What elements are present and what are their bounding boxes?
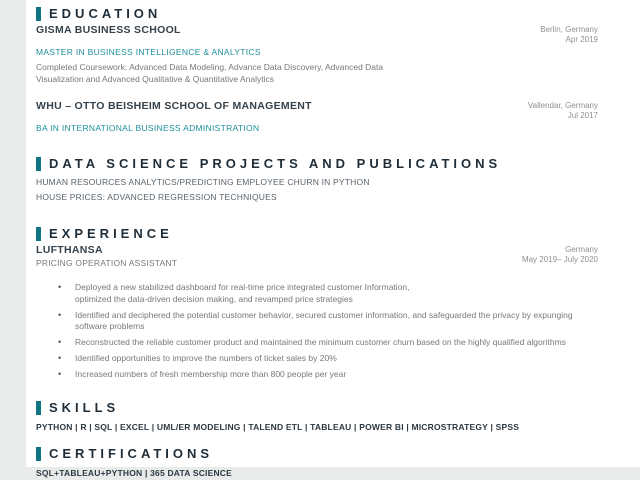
section-title-certifications: CERTIFICATIONS: [49, 445, 214, 461]
education-entry-2: [36, 101, 598, 133]
job-title: PRICING OPERATION ASSISTANT: [36, 258, 178, 268]
section-accent-bar: [36, 227, 41, 241]
experience-entry-1-header: [36, 245, 598, 268]
experience-bullet: • Identified opportunities to improve the numbers of ticket sales by 20%: [58, 353, 590, 365]
project-item: HOUSE PRICES: ADVANCED REGRESSION TECHNIQUES: [36, 191, 277, 202]
skills-line: PYTHON | R | SQL | EXCEL | UML/ER MODELING | TALEND ETL | TABLEAU | POWER BI | MICROSTRATEGY | SPSS: [36, 421, 520, 432]
entry-location: Vallendar, Germany: [527, 101, 598, 110]
education-entry-1-meta: [530, 25, 598, 44]
degree-name: MASTER IN BUSINESS INTELLIGENCE & ANALYTICS: [36, 47, 261, 57]
entry-date: Apr 2019: [565, 34, 598, 44]
school-name: WHU – OTTO BEISHEIM SCHOOL OF MANAGEMENT: [36, 100, 312, 112]
experience-bullet-list: [58, 282, 590, 381]
coursework-details: Completed Coursework: Advanced Data Modeling, Advance Data Discovery, Advanced Data Visualization and Advanced Qualitative & Quantitative Analytics: [36, 62, 384, 84]
certifications-line: SQL+TABLEAU+PYTHON | 365 DATA SCIENCE: [36, 467, 233, 478]
experience-entry-1-left: [36, 245, 177, 268]
school-name: GISMA BUSINESS SCHOOL: [36, 24, 181, 36]
education-entry-1: [36, 25, 598, 85]
entry-location: Berlin, Germany: [540, 25, 598, 34]
section-heading-experience: [36, 227, 598, 241]
entry-date: May 2019– July 2020: [521, 254, 598, 264]
section-heading-skills: [36, 401, 598, 415]
entry-location: Germany: [565, 245, 598, 254]
education-entry-2-meta: [518, 101, 598, 120]
section-accent-bar: [36, 401, 41, 415]
experience-entry-1: [36, 245, 598, 381]
entry-date: Jul 2017: [567, 110, 598, 120]
section-title-experience: EXPERIENCE: [49, 226, 173, 241]
section-heading-certifications: [36, 447, 598, 461]
company-name: LUFTHANSA: [36, 244, 103, 256]
education-entry-1-header: [36, 25, 598, 44]
experience-entry-1-meta: [512, 245, 598, 264]
experience-bullet: • Deployed a new stabilized dashboard for real-time price integrated customer Information, optimized the data-driven decision making, and revamped price strategies: [58, 282, 590, 305]
section-heading-education: [36, 7, 598, 21]
resume-page: [26, 0, 640, 478]
section-title-skills: SKILLS: [49, 399, 120, 415]
education-entry-2-header: [36, 101, 598, 120]
experience-bullet: • Identified and deciphered the potential customer behavior, secured customer information, and safeguarded the privacy by expunging software problems: [58, 310, 590, 333]
section-accent-bar: [36, 157, 41, 171]
section-accent-bar: [36, 7, 41, 21]
projects-list: [36, 178, 598, 202]
project-item: HUMAN RESOURCES ANALYTICS/PREDICTING EMPLOYEE CHURN IN PYTHON: [36, 177, 370, 187]
experience-bullet: • Increased numbers of fresh membership more than 800 people per year: [58, 369, 590, 381]
section-heading-projects: [36, 157, 598, 171]
experience-bullet: • Reconstructed the reliable customer product and maintained the minimum customer churn based on the highly qualified algorithms: [58, 337, 590, 349]
section-title-education: EDUCATION: [49, 6, 162, 21]
degree-name: BA IN INTERNATIONAL BUSINESS ADMINISTRATION: [36, 123, 260, 133]
section-title-projects: DATA SCIENCE PROJECTS AND PUBLICATIONS: [49, 156, 502, 171]
section-accent-bar: [36, 447, 41, 461]
